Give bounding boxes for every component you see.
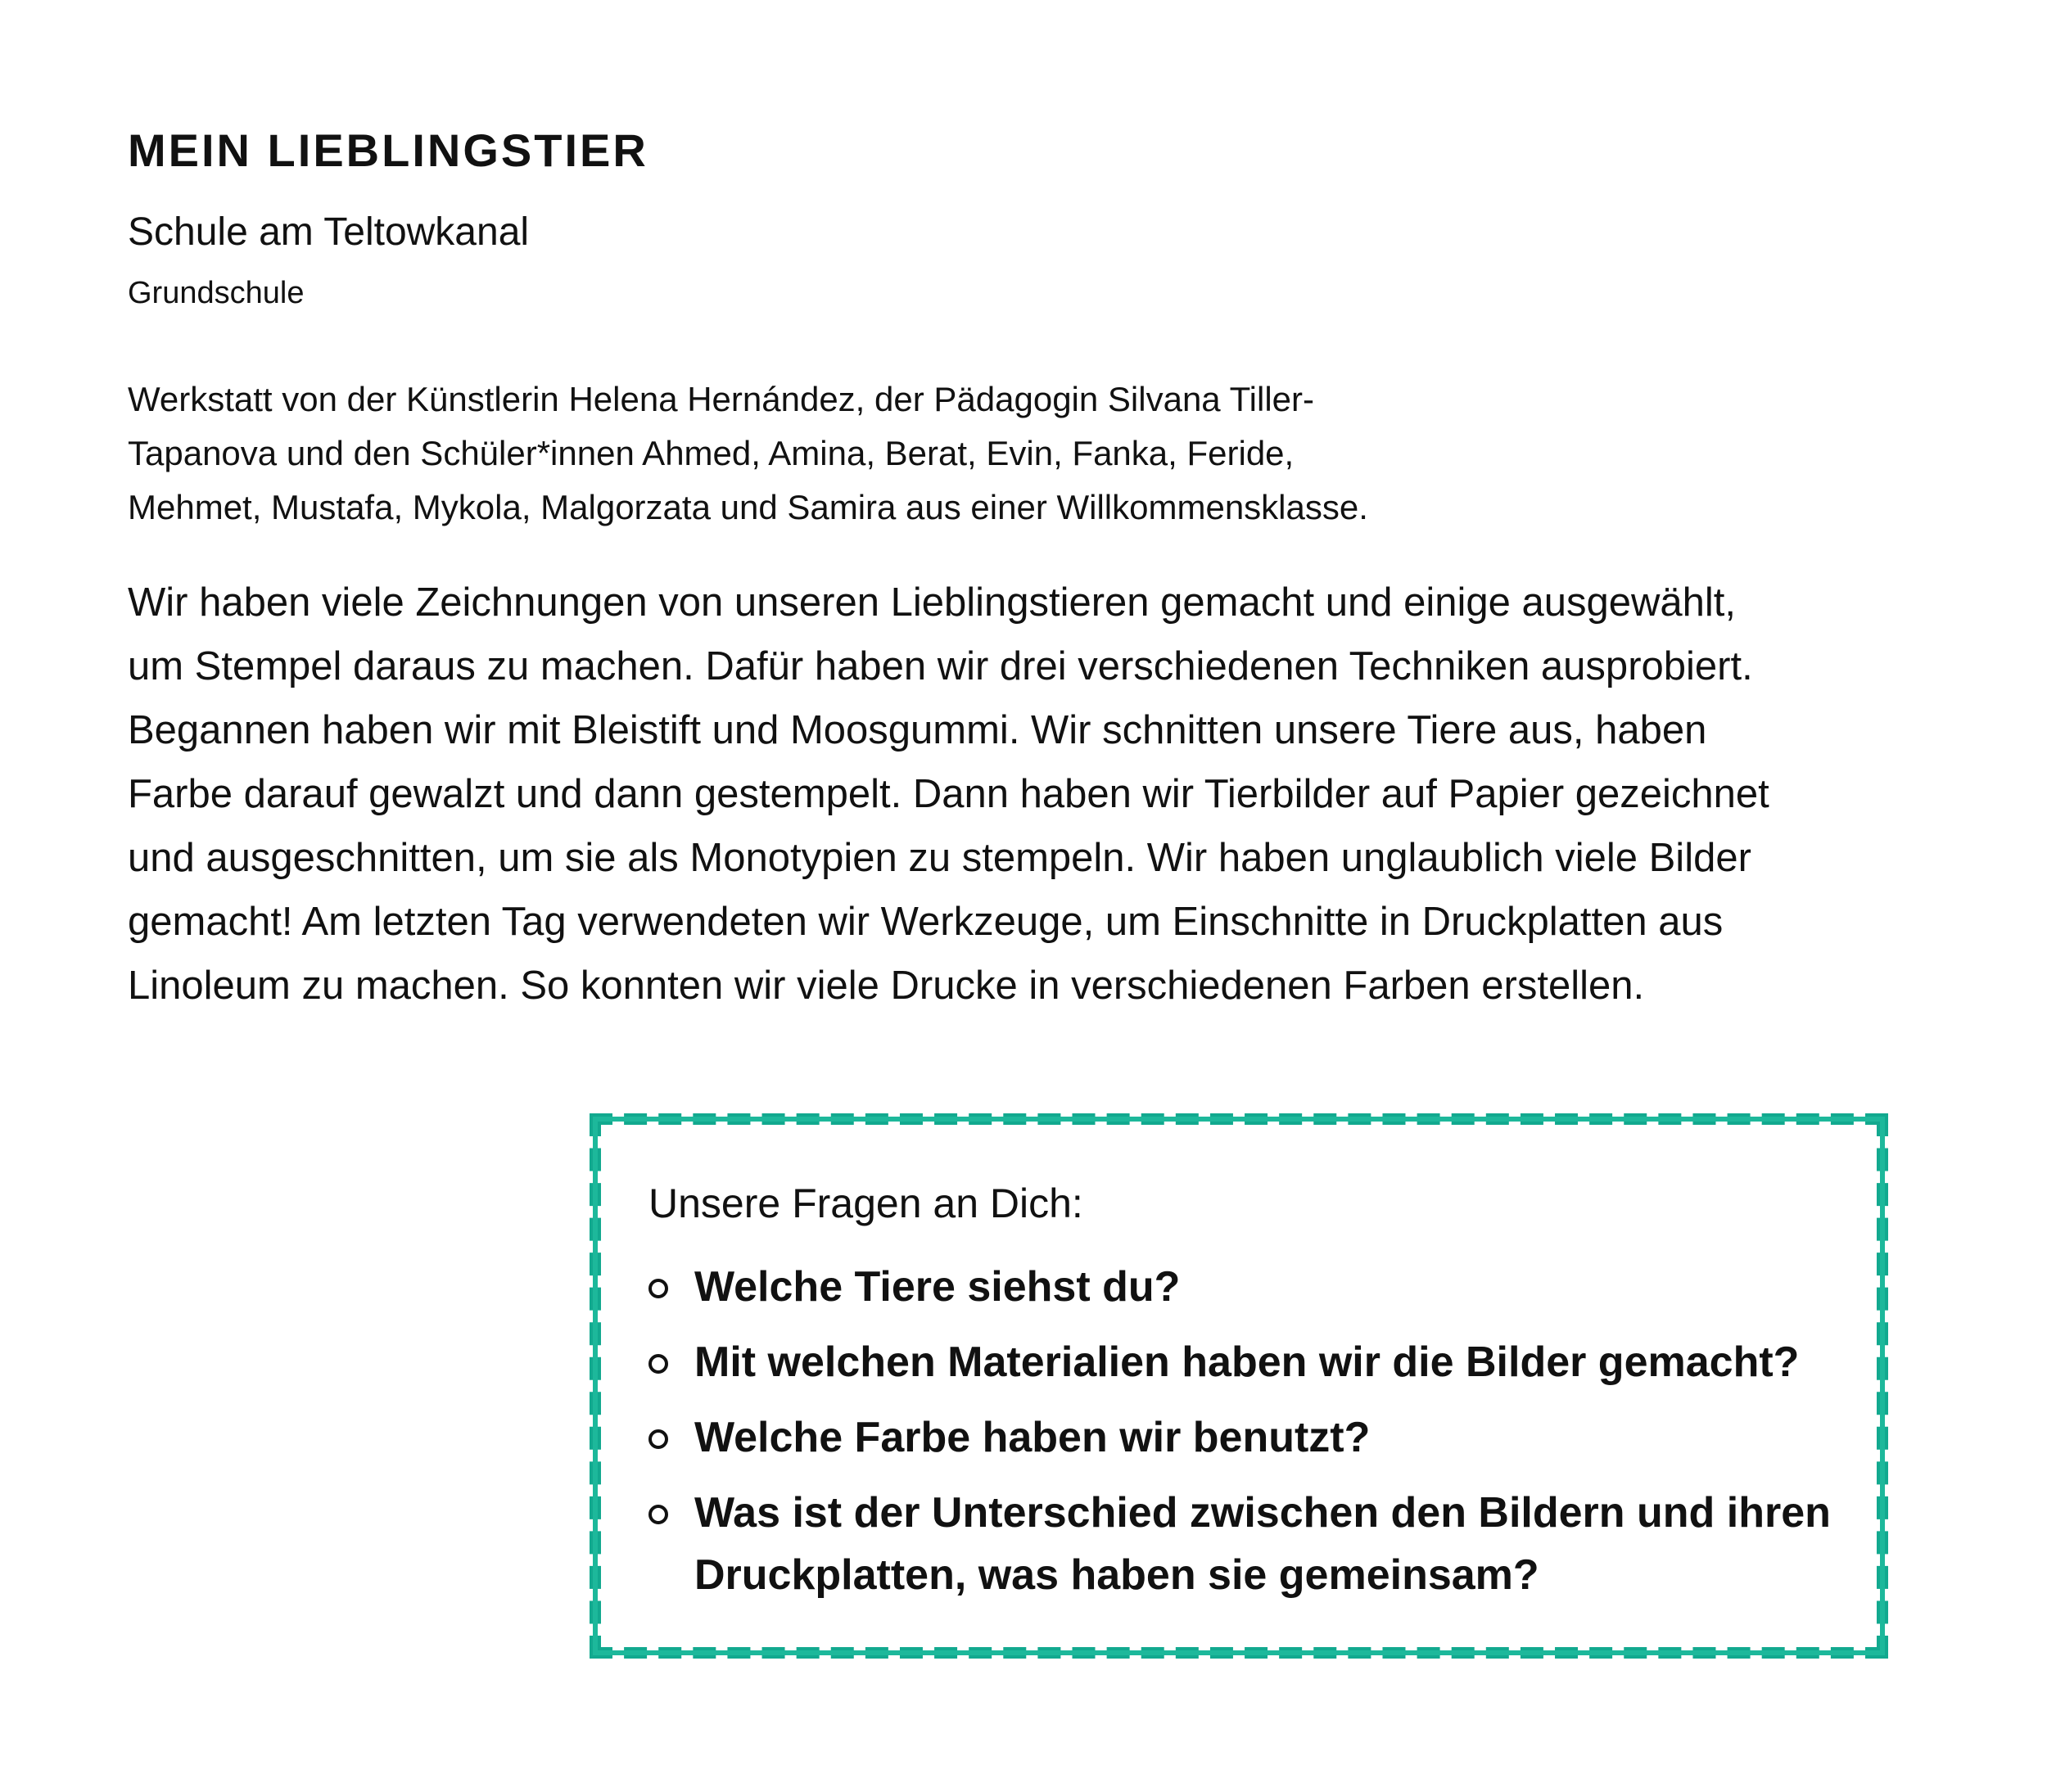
question-text: Welche Farbe haben wir benutzt? — [694, 1414, 1371, 1461]
question-text: Mit welchen Materialien haben wir die Bilder gemacht? — [694, 1338, 1800, 1386]
description-line: Linoleum zu machen. So konnten wir viele Drucke in verschiedenen Farben erstellen. — [128, 964, 1645, 1008]
question-item — [648, 1482, 1860, 1606]
circle-bullet-icon — [648, 1279, 668, 1298]
credits-line: Werkstatt von der Künstlerin Helena Hernández, der Pädagogin Silvana Tiller- — [128, 380, 1314, 418]
circle-bullet-icon — [648, 1505, 668, 1524]
description-line: und ausgeschnitten, um sie als Monotypien zu stempeln. Wir haben unglaublich viele Bilder — [128, 836, 1751, 880]
credits-line: Tapanova und den Schüler*innen Ahmed, Amina, Berat, Evin, Fanka, Feride, — [128, 434, 1295, 472]
page-title: MEIN LIEBLINGSTIER — [128, 124, 648, 176]
description-line: gemacht! Am letzten Tag verwendeten wir Werkzeuge, um Einschnitte in Druckplatten aus — [128, 900, 1724, 944]
description-line: Farbe darauf gewalzt und dann gestempelt. Dann haben wir Tierbilder auf Papier gezeichnet — [128, 772, 1769, 816]
question-text: Was ist der Unterschied zwischen den Bildern und ihren Druckplatten, was haben sie gemeinsam? — [694, 1489, 1831, 1599]
question-item — [648, 1406, 1860, 1469]
school-name: Schule am Teltowkanal — [128, 210, 530, 254]
school-type: Grundschule — [128, 276, 305, 310]
questions-box — [590, 1113, 1888, 1659]
circle-bullet-icon — [648, 1429, 668, 1449]
question-item — [648, 1256, 1860, 1318]
questions-list — [648, 1256, 1860, 1619]
description-line: um Stempel daraus zu machen. Dafür haben wir drei verschiedenen Techniken ausprobiert. — [128, 644, 1753, 688]
description-line: Begannen haben wir mit Bleistift und Moosgummi. Wir schnitten unsere Tiere aus, haben — [128, 708, 1707, 752]
description-paragraph — [128, 571, 1929, 1018]
description-line: Wir haben viele Zeichnungen von unseren Lieblingstieren gemacht und einige ausgewählt, — [128, 580, 1736, 625]
circle-bullet-icon — [648, 1354, 668, 1374]
questions-title: Unsere Fragen an Dich: — [648, 1180, 1083, 1226]
credits-paragraph — [128, 372, 1618, 535]
question-item — [648, 1331, 1860, 1393]
question-text: Welche Tiere siehst du? — [694, 1263, 1181, 1311]
credits-line: Mehmet, Mustafa, Mykola, Malgorzata und Samira aus einer Willkommensklasse. — [128, 488, 1368, 526]
